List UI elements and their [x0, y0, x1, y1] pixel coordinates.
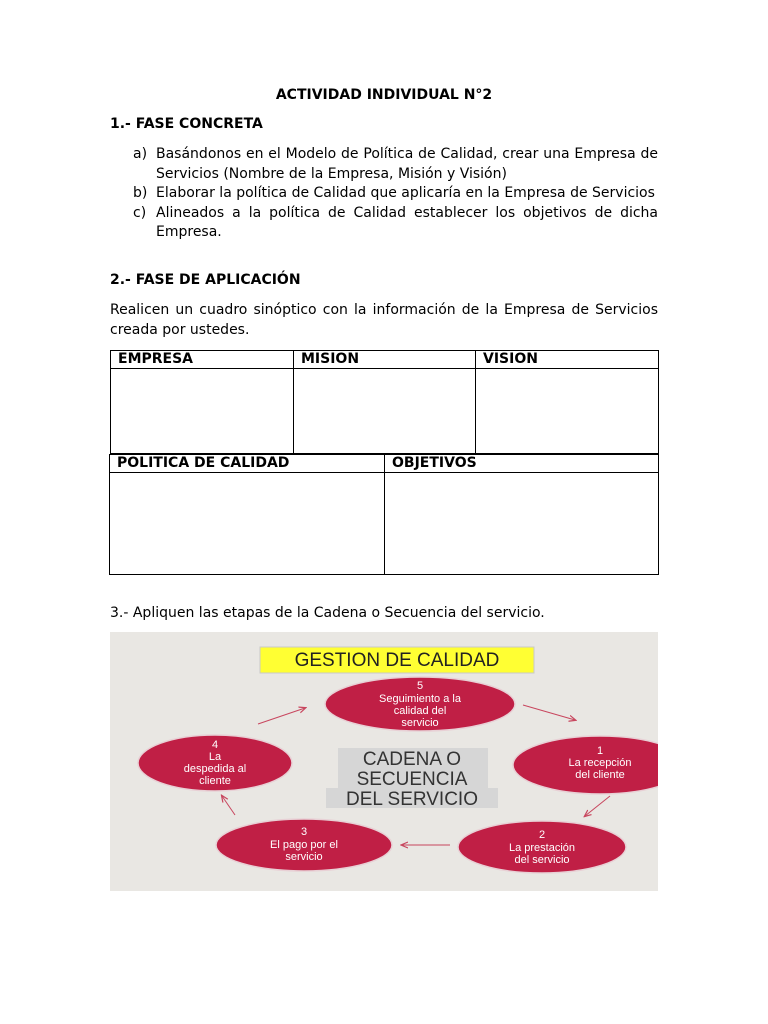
table-header-objetivos: OBJETIVOS	[385, 455, 659, 473]
table-cell-vision[interactable]	[476, 369, 659, 454]
svg-text:La: La	[208, 751, 222, 763]
node-4-despedida	[138, 735, 292, 791]
section1-list	[133, 145, 658, 243]
service-chain-diagram	[110, 632, 658, 891]
svg-text:4: 4	[211, 739, 219, 751]
section2-paragraph: Realicen un cuadro sinóptico con la información de la Empresa de Servicios creada por ustedes.	[110, 302, 658, 338]
svg-text:calidad del: calidad del	[393, 705, 447, 717]
center-text-line: SECUENCIA	[356, 769, 468, 790]
svg-text:3: 3	[300, 826, 308, 838]
svg-text:La prestación: La prestación	[508, 842, 576, 854]
svg-text:servicio: servicio	[285, 851, 323, 863]
svg-text:servicio: servicio	[401, 717, 439, 729]
svg-text:cliente: cliente	[199, 775, 231, 787]
svg-text:despedida al: despedida al	[183, 763, 247, 775]
list-text: Basándonos en el Modelo de Política de Calidad, crear una Empresa de Servicios (Nombre de la Empresa, Misión y Visión)	[156, 146, 658, 182]
list-marker: b)	[133, 185, 148, 201]
table-header-vision: VISION	[476, 351, 659, 369]
svg-text:5: 5	[416, 680, 424, 692]
svg-text:Seguimiento a la: Seguimiento a la	[379, 693, 461, 705]
list-marker: a)	[133, 146, 148, 162]
svg-text:del servicio: del servicio	[514, 854, 570, 866]
table-cell-mision[interactable]	[294, 369, 476, 454]
center-text-line: DEL SERVICIO	[346, 789, 478, 810]
table-cell-objetivos[interactable]	[385, 473, 659, 575]
list-text: Alineados a la política de Calidad establecer los objetivos de dicha Empresa.	[156, 204, 658, 240]
node-5-seguimiento	[325, 677, 515, 731]
svg-text:El pago por el: El pago por el	[270, 839, 338, 851]
document-title: ACTIVIDAD INDIVIDUAL N°2	[275, 87, 493, 103]
section3-intro: 3.- Apliquen las etapas de la Cadena o Secuencia del servicio.	[110, 605, 545, 621]
list-marker: c)	[133, 204, 147, 221]
table-cell-empresa[interactable]	[111, 369, 294, 454]
svg-text:2: 2	[538, 829, 546, 841]
node-3-pago	[216, 819, 392, 871]
banner-text: GESTION DE CALIDAD	[294, 650, 500, 671]
table-header-empresa: EMPRESA	[111, 351, 294, 369]
svg-text:del cliente: del cliente	[575, 769, 625, 781]
list-text: Elaborar la política de Calidad que aplicaría en la Empresa de Servicios	[156, 185, 655, 201]
table-cell-politica[interactable]	[110, 473, 385, 575]
policy-table	[109, 454, 659, 575]
list-item	[133, 145, 658, 184]
table-header-politica: POLITICA DE CALIDAD	[110, 455, 385, 473]
company-table	[110, 350, 659, 454]
center-text-line: CADENA O	[362, 749, 462, 770]
svg-text:La recepción: La recepción	[568, 757, 632, 769]
section2-heading: 2.- FASE DE APLICACIÓN	[110, 272, 301, 288]
list-item	[133, 204, 658, 243]
section1-heading: 1.- FASE CONCRETA	[110, 116, 263, 132]
list-item	[133, 184, 658, 204]
svg-text:1: 1	[596, 745, 604, 757]
table-header-mision: MISION	[294, 351, 476, 369]
node-2-prestacion	[458, 821, 626, 873]
